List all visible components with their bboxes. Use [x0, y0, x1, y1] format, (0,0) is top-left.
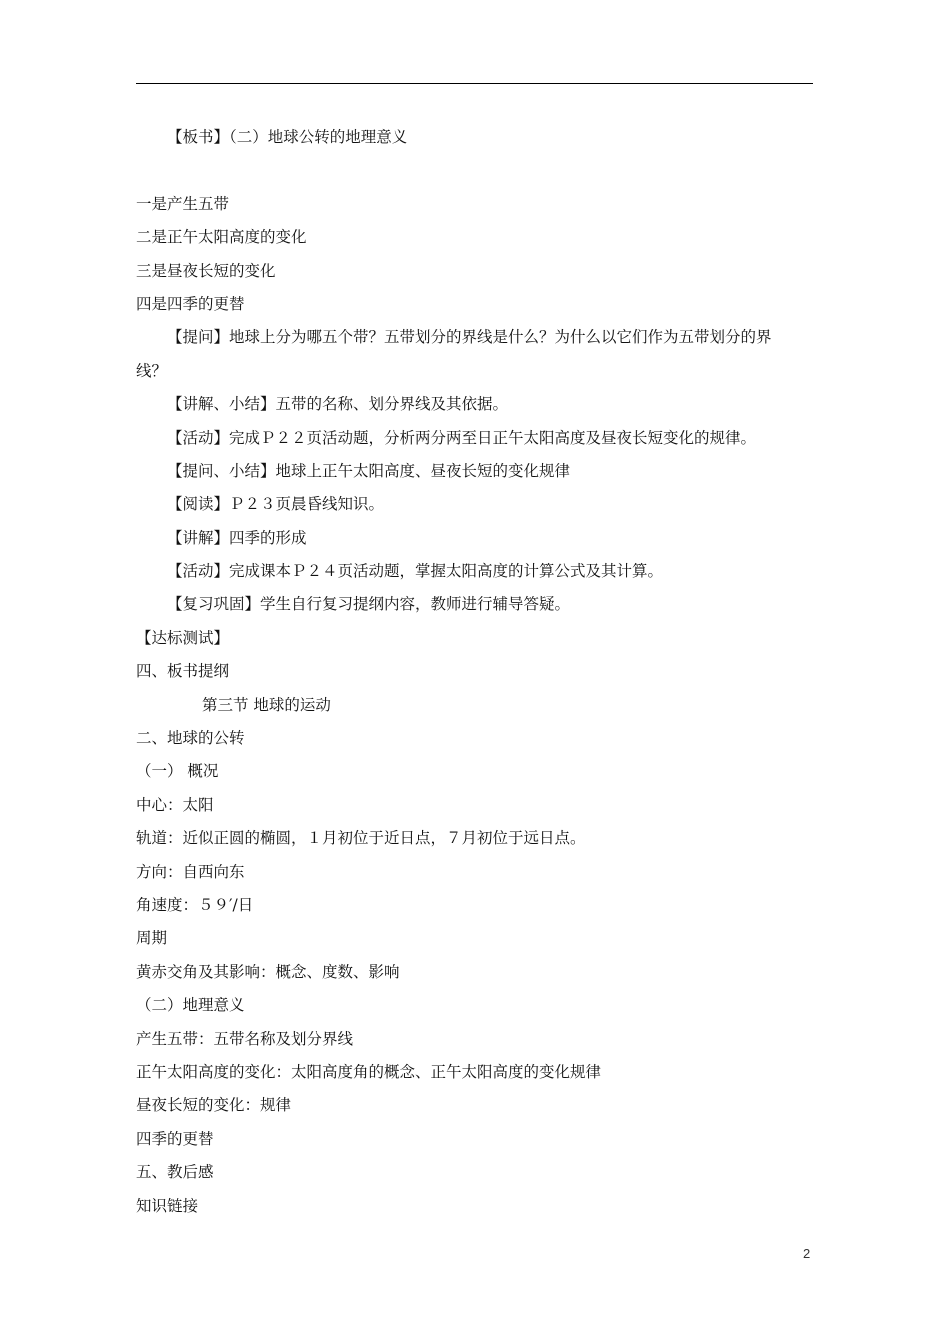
outline-item: 产生五带：五带名称及划分界线: [136, 1029, 354, 1048]
text-line: 二是正午太阳高度的变化: [136, 228, 307, 247]
text-line: 【讲解、小结】五带的名称、划分界线及其依据。: [167, 395, 509, 414]
outline-subheading: （一） 概况: [136, 762, 219, 781]
outline-item: 黄赤交角及其影响：概念、度数、影响: [136, 962, 400, 981]
text-line: 【复习巩固】学生自行复习提纲内容，教师进行辅导答疑。: [167, 595, 571, 614]
question-line-cont: 线？: [136, 361, 168, 380]
outline-item: 正午太阳高度的变化：太阳高度角的概念、正午太阳高度的变化规律: [136, 1062, 602, 1081]
outline-subheading: （二）地理意义: [136, 996, 245, 1015]
text-line: 【活动】完成Ｐ２２页活动题，分析两分两至日正午太阳高度及昼夜长短变化的规律。: [167, 428, 757, 447]
section-heading: 五、教后感: [136, 1163, 214, 1182]
outline-item: 周期: [136, 929, 168, 948]
outline-item: 昼夜长短的变化：规律: [136, 1096, 292, 1115]
outline-item: 方向：自西向东: [136, 862, 245, 881]
text-line: 四是四季的更替: [136, 294, 245, 313]
text-line: 一是产生五带: [136, 194, 230, 213]
document-body: [136, 121, 816, 1223]
outline-item: 轨道：近似正圆的椭圆，１月初位于近日点，７月初位于远日点。: [136, 829, 586, 848]
header-rule: [136, 83, 813, 84]
text-line: 【活动】完成课本Ｐ２４页活动题，掌握太阳高度的计算公式及其计算。: [167, 562, 664, 581]
question-line: 【提问】地球上分为哪五个带？五带划分的界线是什么？为什么以它们作为五带划分的界: [167, 328, 772, 347]
blackboard-heading: 【板书】（二）地球公转的地理意义: [167, 128, 408, 146]
text-line: 【讲解】四季的形成: [167, 528, 307, 547]
section-heading: 知识链接: [136, 1196, 199, 1215]
section-label: 【达标测试】: [136, 628, 230, 647]
outline-item: 四季的更替: [136, 1129, 214, 1148]
blank-line: [136, 154, 816, 187]
outline-title: 第三节 地球的运动: [202, 695, 331, 714]
text-line: 【提问、小结】地球上正午太阳高度、昼夜长短的变化规律: [167, 461, 571, 480]
page-number: 2: [803, 1246, 811, 1261]
outline-item: 角速度：５９′/日: [136, 895, 254, 914]
section-heading: 四、板书提纲: [136, 662, 230, 681]
text-line: 三是昼夜长短的变化: [136, 261, 276, 280]
outline-item: 中心：太阳: [136, 795, 214, 814]
outline-heading: 二、地球的公转: [136, 729, 245, 748]
text-line: 【阅读】Ｐ２３页晨昏线知识。: [167, 495, 385, 514]
